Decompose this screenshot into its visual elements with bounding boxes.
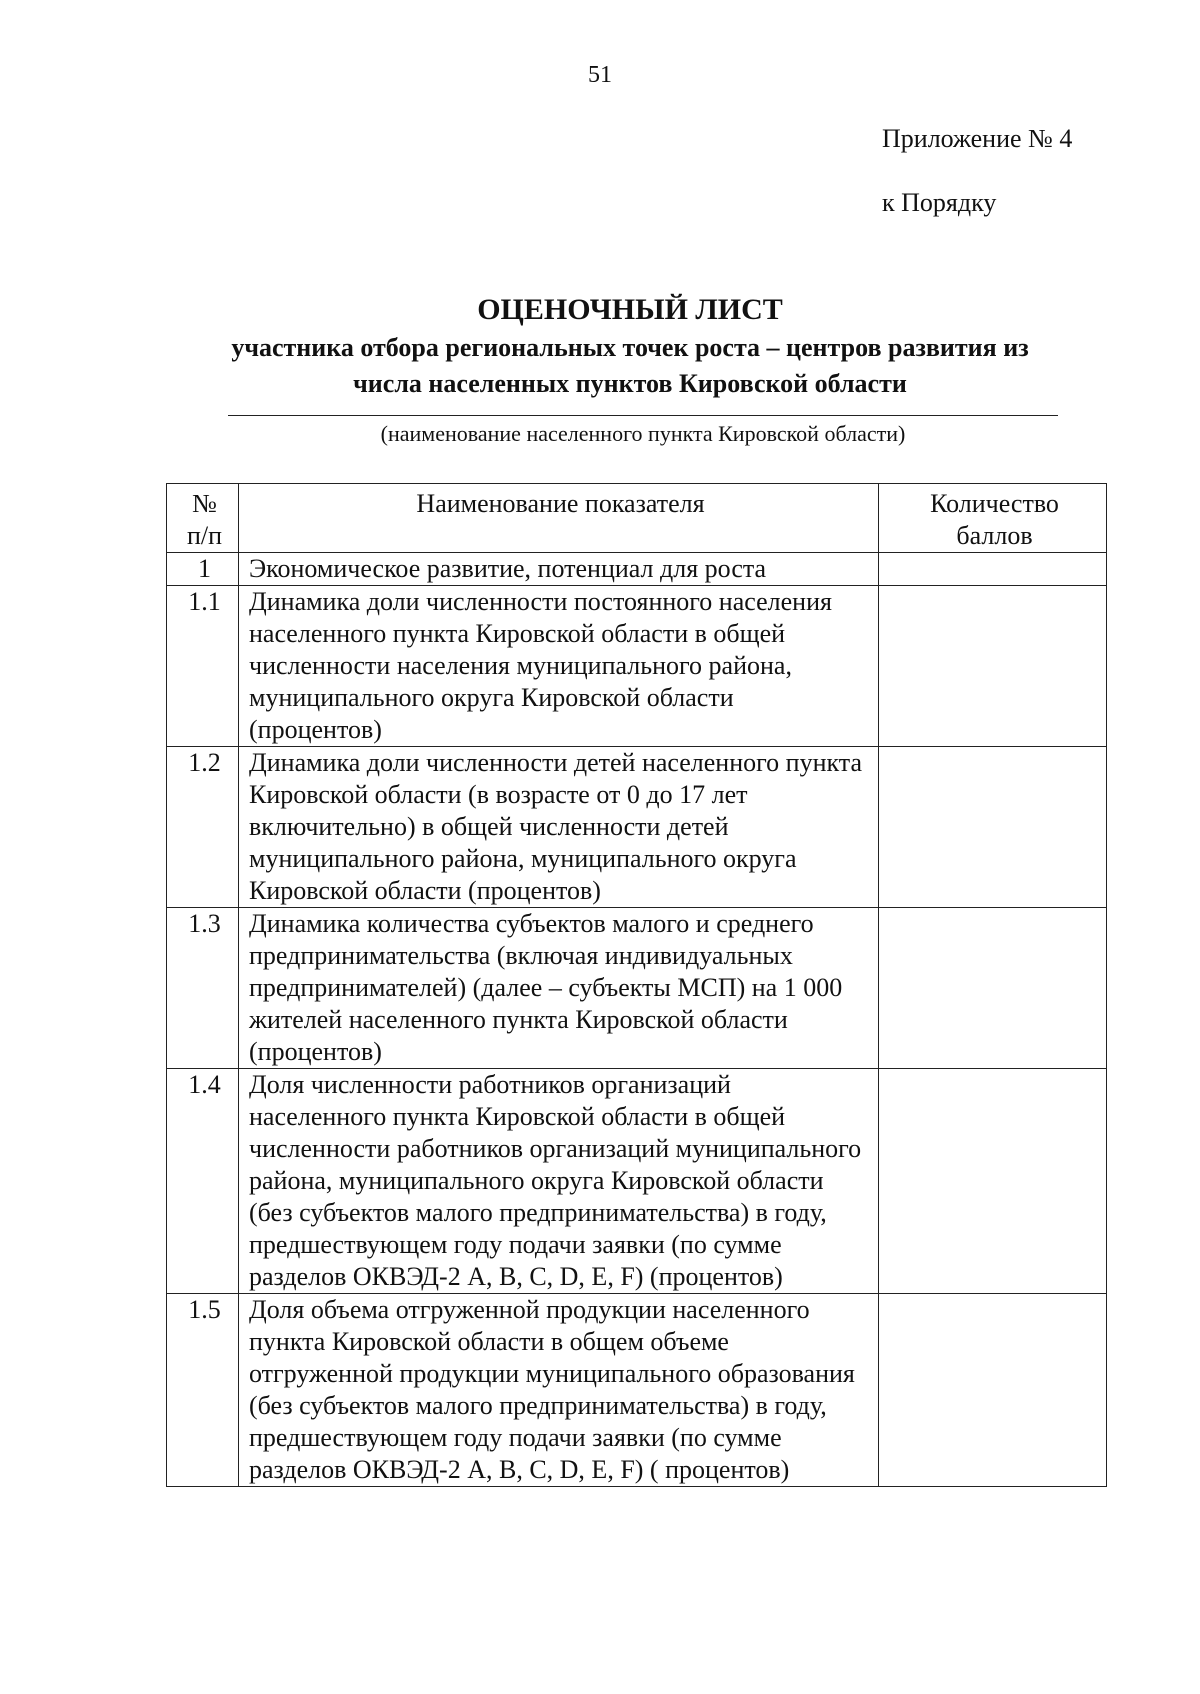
header-num xyxy=(167,484,239,553)
row-number: 1.3 xyxy=(167,908,239,1069)
appendix-label: Приложение № 4 xyxy=(882,124,1073,153)
table-row xyxy=(167,1294,1107,1487)
row-score-cell[interactable] xyxy=(879,1069,1107,1294)
table-row xyxy=(167,586,1107,747)
document-title: ОЦЕНОЧНЫЙ ЛИСТ xyxy=(477,293,783,326)
appendix-reference: к Порядку xyxy=(882,188,997,217)
header-score-line-2: баллов xyxy=(956,521,1033,550)
header-num-line-2: п/п xyxy=(186,521,223,550)
row-number: 1.5 xyxy=(167,1294,239,1487)
row-number: 1.1 xyxy=(167,586,239,747)
table-row xyxy=(167,1069,1107,1294)
document-subtitle-line-2: числа населенных пунктов Кировской области xyxy=(353,369,907,398)
table-row xyxy=(167,747,1107,908)
row-indicator: Динамика доли численности детей населенного пункта Кировской области (в возрасте от 0 до 17 лет включительно) в общей численности детей муниципального района, муниципального округа Кировской области (процентов) xyxy=(239,747,879,908)
row-indicator: Динамика доли численности постоянного населения населенного пункта Кировской области в общей численности населения муниципального района, муниципального округа Кировской области (процентов) xyxy=(239,586,879,747)
settlement-name-blank-line xyxy=(228,415,1058,416)
table-header-row xyxy=(167,484,1107,553)
settlement-name-caption: (наименование населенного пункта Кировской области) xyxy=(380,421,906,446)
header-score-line-1: Количество xyxy=(930,489,1059,518)
page-number: 51 xyxy=(588,62,612,88)
row-score-cell[interactable] xyxy=(879,1294,1107,1487)
row-number: 1 xyxy=(167,553,239,586)
row-indicator: Динамика количества субъектов малого и среднего предпринимательства (включая индивидуальных предпринимателей) (далее – субъекты МСП) на 1 000 жителей населенного пункта Кировской области (процентов) xyxy=(239,908,879,1069)
header-indicator-name: Наименование показателя xyxy=(239,484,879,553)
header-num-line-1: № xyxy=(192,489,217,518)
row-indicator: Доля численности работников организаций населенного пункта Кировской области в общей численности работников организаций муниципального района, муниципального округа Кировской области (без субъектов малого предпринимательства) в году, предшествующем году подачи заявки (по сумме разделов ОКВЭД-2 A, B, C, D, E, F) (процентов) xyxy=(239,1069,879,1294)
header-score xyxy=(879,484,1107,553)
row-score-cell[interactable] xyxy=(879,908,1107,1069)
row-score-cell[interactable] xyxy=(879,553,1107,586)
row-indicator: Экономическое развитие, потенциал для роста xyxy=(239,553,879,586)
row-number: 1.2 xyxy=(167,747,239,908)
row-score-cell[interactable] xyxy=(879,586,1107,747)
title-block xyxy=(130,290,1130,402)
table-row xyxy=(167,553,1107,586)
row-score-cell[interactable] xyxy=(879,747,1107,908)
row-indicator: Доля объема отгруженной продукции населенного пункта Кировской области в общем объеме отгруженной продукции муниципального образования (без субъектов малого предпринимательства) в году, предшествующем году подачи заявки (по сумме разделов ОКВЭД-2 A, B, C, D, E, F) ( процентов) xyxy=(239,1294,879,1487)
row-number: 1.4 xyxy=(167,1069,239,1294)
score-table xyxy=(166,483,1107,1487)
table-row xyxy=(167,908,1107,1069)
document-subtitle-line-1: участника отбора региональных точек роста – центров развития из xyxy=(231,333,1029,362)
